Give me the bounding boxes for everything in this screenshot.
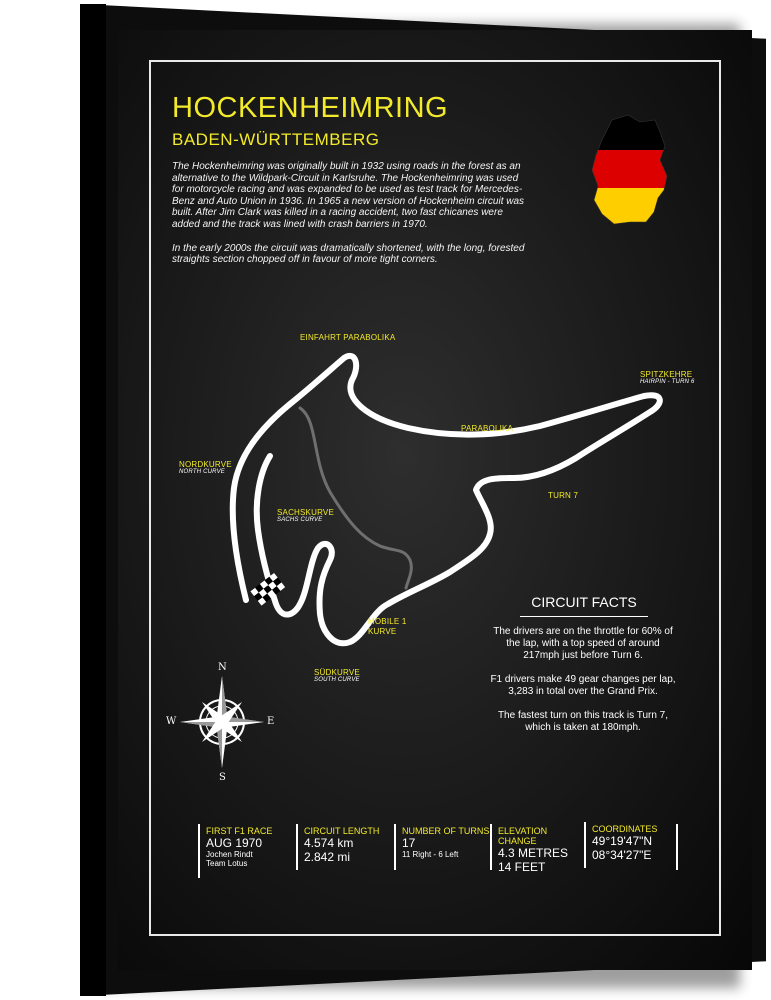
germany-flag-map <box>585 110 675 228</box>
corner-spitzkehre <box>640 370 695 385</box>
corner-mobile-1-kurve <box>368 617 407 637</box>
stat-value: 17 <box>402 836 416 850</box>
corner-nordkurve <box>179 460 232 475</box>
stat-coordinates <box>584 822 676 868</box>
stat-value: AUG 1970 <box>206 836 263 850</box>
stat-label: FIRST F1 RACE <box>206 826 273 836</box>
stat-circuit-length <box>296 824 394 870</box>
corner-parabolika <box>461 424 513 433</box>
stat-value-secondary: 14 FEET <box>498 860 546 874</box>
corner-name: TURN 7 <box>548 491 579 500</box>
corner-subtitle: SACHS CURVE <box>277 517 323 523</box>
circuit-fact: The fastest turn on this track is Turn 7, which is taken at 180mph. <box>497 710 669 733</box>
stat-value: 4.3 METRES <box>498 846 569 860</box>
description-paragraph-1: The Hockenheimring was originally built in 1932 using roads in the forest as an alternative to the Wildpark-Circuit in Karlsruhe. The Hockenheimring was used for motorcycle racing and was expanded to be used as test track for Mercedes-Benz and Auto Union in 1936. In 1965 a new version of Hockenheim circuit was built. After Jim Clark was killed in a racing accident, two fast chicanes were added and the track was lined with crash barriers in 1970. <box>172 161 525 230</box>
corner-name: EINFAHRT PARABOLIKA <box>300 333 396 342</box>
corner-einfahrt-parabolika <box>300 333 395 342</box>
poster-subtitle: BADEN-WÜRTTEMBERG <box>172 130 380 149</box>
circuit-fact: F1 drivers make 49 gear changes per lap, 3,283 in total over the Grand Prix. <box>490 674 676 697</box>
circuit-facts-underline <box>520 616 648 617</box>
circuit-fact: The drivers are on the throttle for 60% of the lap, with a top speed of around 217mph just before Turn 6. <box>493 626 673 661</box>
stat-elevation-change <box>490 824 584 874</box>
corner-name: SPITZKEHRE <box>640 370 693 379</box>
stat-value-secondary: 08°34'27"E <box>592 848 652 862</box>
stat-label: CIRCUIT LENGTH <box>304 826 380 836</box>
corner-sudkurve <box>314 668 360 683</box>
poster-title: HOCKENHEIMRING <box>172 92 449 124</box>
compass-east-label: E <box>267 716 275 727</box>
compass-west-label: W <box>166 716 177 727</box>
compass-north-label: N <box>218 662 227 673</box>
stat-number-of-turns <box>394 824 490 870</box>
description-paragraph-2: In the early 2000s the circuit was dramatically shortened, with the long, forested straights section chopped off in favour of more tight corners. <box>172 242 525 266</box>
stat-detail: Jochen Rindt <box>206 850 253 859</box>
stat-value-secondary: 2.842 mi <box>304 850 351 864</box>
stat-value: 4.574 km <box>304 836 354 850</box>
corner-name: SÜDKURVE <box>314 668 360 677</box>
stat-detail: Team Lotus <box>206 859 248 868</box>
corner-name: NORDKURVE <box>179 460 232 469</box>
corner-subtitle: NORTH CURVE <box>179 469 225 475</box>
compass-rose <box>180 676 264 768</box>
stat-detail: 11 Right - 6 Left <box>402 850 459 859</box>
stat-label: ELEVATION CHANGE <box>498 826 548 846</box>
corner-subtitle: SOUTH CURVE <box>314 677 360 683</box>
corner-name-line-2: KURVE <box>368 627 397 636</box>
corner-sachskurve <box>277 508 334 523</box>
old-track-section <box>300 408 411 588</box>
circuit-facts <box>488 626 678 746</box>
corner-subtitle: HAIRPIN - TURN 6 <box>640 379 695 385</box>
stat-label: NUMBER OF TURNS <box>402 826 490 836</box>
compass-south-label: S <box>219 772 226 783</box>
stat-label: COORDINATES <box>592 824 658 834</box>
stats-end-divider <box>676 824 678 870</box>
corner-name-line-1: MOBILE 1 <box>368 617 407 626</box>
corner-name: SACHSKURVE <box>277 508 334 517</box>
circuit-facts-heading: CIRCUIT FACTS <box>531 594 637 610</box>
corner-name: PARABOLIKA <box>461 424 514 433</box>
corner-turn-7 <box>548 491 578 500</box>
stat-value: 49°19'47"N <box>592 834 653 848</box>
stat-first-f1-race <box>198 824 296 878</box>
